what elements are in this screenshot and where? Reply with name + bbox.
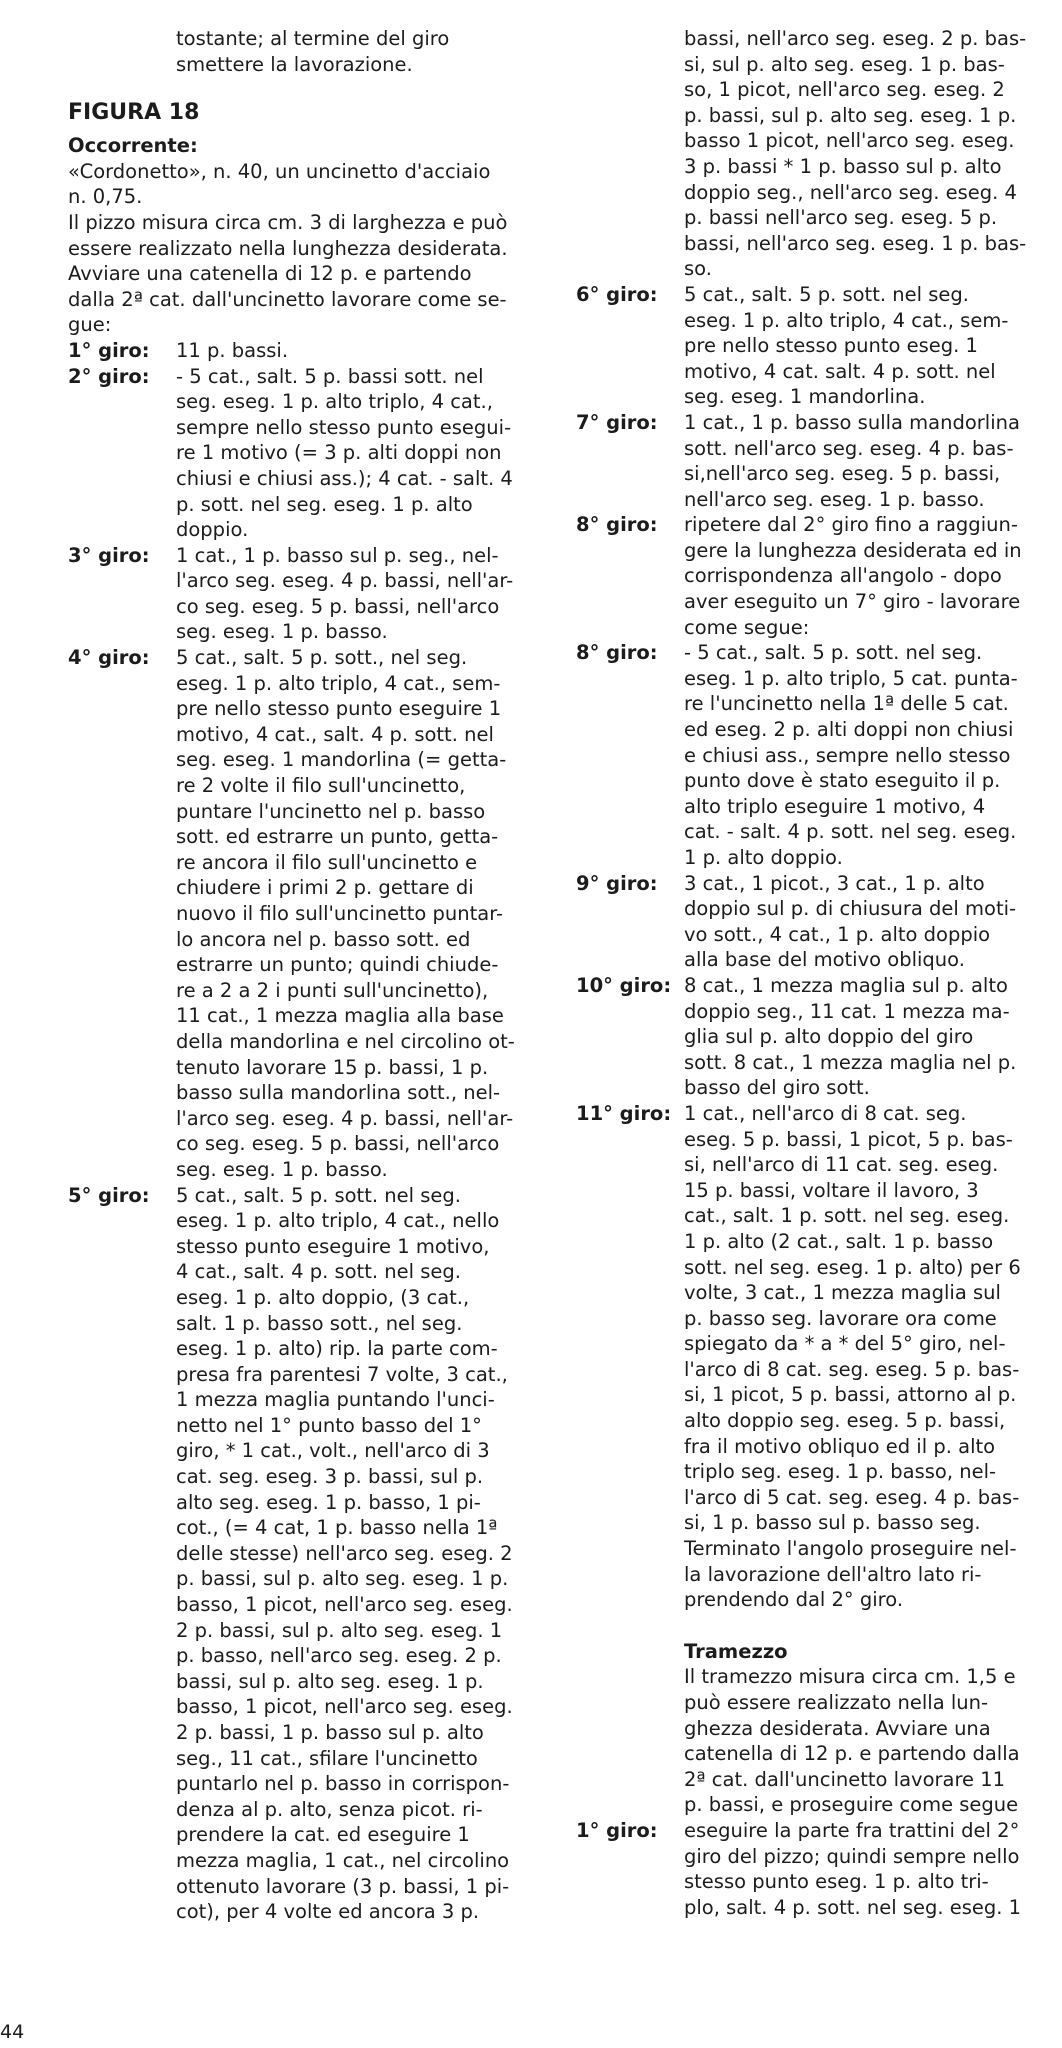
round-text: 11 p. bassi.	[176, 338, 289, 362]
round-text: 5 cat., salt. 5 p. sott. nel seg. eseg. 1 p. alto triplo, 4 cat., sem- pre nello stesso punto eseg. 1 motivo, 4 cat. salt. 4 p. sott. nel seg. eseg. 1 mandorlina.	[684, 282, 1009, 409]
round-label: 6° giro:	[576, 282, 658, 306]
round-row	[576, 640, 1034, 870]
round-label: 8° giro:	[576, 513, 658, 537]
round-label: 11° giro:	[576, 1101, 672, 1125]
round-label: 4° giro:	[68, 646, 150, 670]
page-number: 44	[0, 2021, 25, 2043]
round-text: 5 cat., salt. 5 p. sott. nel seg. eseg. 1 p. alto triplo, 4 cat., nello stesso punto eseguire 1 motivo, 4 cat., salt. 4 p. sott. nel seg. eseg. 1 p. alto doppio, (3 cat., salt. 1 p. basso sott., nel seg. eseg. 1 p. alto) rip. la parte com- presa fra parentesi 7 volte, 3 cat., 1 mezza maglia puntando l'unci- netto nel 1° punto basso del 1° giro, * 1 cat., volt., nell'arco di 3 cat. seg. eseg. 3 p. bassi, sul p. alto seg. eseg. 1 p. basso, 1 pi- cot., (= 4 cat, 1 p. basso nella 1ª delle stesse) nell'arco seg. eseg. 2 p. bassi, sul p. alto seg. eseg. 1 p. basso, 1 picot, nell'arco seg. eseg. 2 p. bassi, sul p. alto seg. eseg. 1 p. basso, nell'arco seg. eseg. 2 p. bassi, sul p. alto seg. eseg. 1 p. basso, 1 picot, nell'arco seg. eseg. 2 p. bassi, 1 p. basso sul p. alto seg., 11 cat., sfilare l'uncinetto puntarlo nel p. basso in corrispon- denza al p. alto, senza picot. ri- prendere la cat. ed eseguire 1 mezza maglia, 1 cat., nel circolino ottenuto lavorare (3 p. bassi, 1 pi- cot), per 4 volte ed ancora 3 p.	[176, 1183, 513, 1924]
round-row	[68, 645, 526, 1182]
round-text: 8 cat., 1 mezza maglia sul p. alto doppio seg., 11 cat. 1 mezza ma- glia sul p. alto doppio del giro sott. 8 cat., 1 mezza maglia nel p. basso del giro sott.	[684, 973, 1017, 1100]
round-row	[68, 338, 526, 364]
round-text: 1 cat., nell'arco di 8 cat. seg. eseg. 5 p. bassi, 1 picot, 5 p. bas- si, nell'arco di 11 cat. seg. eseg. 15 p. bassi, voltare il lavoro, 3 cat., salt. 1 p. sott. nel seg. eseg. 1 p. alto (2 cat., salt. 1 p. basso sott. nel seg. eseg. 1 p. alto) per 6 volte, 3 cat., 1 mezza maglia sul p. basso seg. lavorare ora come spiegato da * a * del 5° giro, nel- l'arco di 8 cat. seg. eseg. 5 p. bas- si, 1 picot, 5 p. bassi, attorno al p. alto doppio seg. eseg. 5 p. bassi, fra il motivo obliquo ed il p. alto triplo seg. eseg. 1 p. basso, nel- l'arco di 5 cat. seg. eseg. 4 p. bas- si, 1 p. basso sul p. basso seg. Terminato l'angolo proseguire nel- la lavorazione dell'altro lato ri- prendendo dal 2° giro.	[684, 1101, 1021, 1612]
figure-heading: FIGURA 18	[68, 100, 200, 126]
round-text: 1 cat., 1 p. basso sulla mandorlina sott. nell'arco seg. eseg. 4 p. bas- si,nell'arco seg. eseg. 5 p. bassi, nell'arco seg. eseg. 1 p. basso.	[684, 410, 1020, 511]
round-text: eseguire la parte fra trattini del 2° giro del pizzo; quindi sempre nello stesso punto eseg. 1 p. alto tri- plo, salt. 4 p. sott. nel seg. eseg. 1	[684, 1818, 1022, 1919]
continuation-text: bassi, nell'arco seg. eseg. 2 p. bas- si, sul p. alto seg. eseg. 1 p. bas- so, 1 picot, nell'arco seg. eseg. 2 p. bassi, sul p. alto seg. eseg. 1 p. basso 1 picot, nell'arco seg. eseg. 3 p. bassi * 1 p. basso sul p. alto doppio seg., nell'arco seg. eseg. 4 p. bassi nell'arco seg. eseg. 5 p. bassi, nell'arco seg. eseg. 1 p. bas- so.	[684, 27, 1027, 281]
round-label: 2° giro:	[68, 364, 150, 388]
round-row	[68, 364, 526, 543]
round-text: 5 cat., salt. 5 p. sott., nel seg. eseg. 1 p. alto triplo, 4 cat., sem- pre nello stesso punto eseguire 1 motivo, 4 cat., salt. 4 p. sott. nel seg. eseg. 1 mandorlina (= getta- re 2 volte il filo sull'uncinetto, puntare l'uncinetto nel p. basso sott. ed estrarre un punto, getta- re ancora il filo sull'uncinetto e chiudere i primi 2 p. gettare di nuovo il filo sull'uncinetto puntar- lo ancora nel p. basso sott. ed estrarre un punto; quindi chiude- re a 2 a 2 i punti sull'uncinetto), 11 cat., 1 mezza maglia alla base della mandorlina e nel circolino ot- tenuto lavorare 15 p. bassi, 1 p. basso sulla mandorlina sott., nel- l'arco seg. eseg. 4 p. bassi, nell'ar- co seg. eseg. 5 p. bassi, nell'arco seg. eseg. 1 p. basso.	[176, 646, 515, 1181]
round-row	[576, 871, 1034, 973]
round-label: 7° giro:	[576, 410, 658, 434]
round-row	[576, 1101, 1034, 1613]
round-row	[576, 1818, 1034, 1920]
left-column	[68, 0, 526, 1925]
round-text: - 5 cat., salt. 5 p. sott. nel seg. eseg. 1 p. alto triplo, 5 cat. punta- re l'uncinetto nella 1ª delle 5 cat. ed eseg. 2 p. alti doppi non chiusi e chiusi ass., sempre nello stesso punto dove è stato eseguito il p. alto triplo eseguire 1 motivo, 4 cat. - salt. 4 p. sott. nel seg. eseg. 1 p. alto doppio.	[684, 641, 1018, 869]
round-text: ripetere dal 2° giro fino a raggiun- gere la lunghezza desiderata ed in corrispondenza all'angolo - dopo aver eseguito un 7° giro - lavorare come segue:	[684, 513, 1022, 639]
round-text: 3 cat., 1 picot., 3 cat., 1 p. alto doppio sul p. di chiusura del moti- vo sott., 4 cat., 1 p. alto doppio alla base del motivo obliquo.	[684, 871, 1017, 972]
round-row	[576, 282, 1034, 410]
round-label: 9° giro:	[576, 871, 658, 895]
round-label: 1° giro:	[68, 338, 150, 362]
round-row	[68, 1183, 526, 1925]
round-row	[576, 512, 1034, 640]
round-label: 3° giro:	[68, 543, 150, 567]
round-label: 8° giro:	[576, 641, 658, 665]
round-label: 5° giro:	[68, 1183, 150, 1207]
tramezzo-intro: Il tramezzo misura circa cm. 1,5 e può essere realizzato nella lun- ghezza desiderata. Avviare una catenella di 12 p. e partendo dalla 2ª cat. dall'uncinetto lavorare 11 p. bassi, e proseguire come segue	[684, 1665, 1020, 1817]
right-column	[576, 0, 1034, 1920]
round-row	[68, 543, 526, 645]
round-row	[576, 410, 1034, 512]
materials-heading: Occorrente:	[68, 134, 198, 158]
round-text: 1 cat., 1 p. basso sul p. seg., nel- l'arco seg. eseg. 4 p. bassi, nell'ar- co seg. eseg. 5 p. bassi, nell'arco seg. eseg. 1 p. basso.	[176, 543, 514, 644]
materials-text: «Cordonetto», n. 40, un uncinetto d'acciaio n. 0,75. Il pizzo misura circa cm. 3 di larghezza e può essere realizzato nella lunghezza desiderata. Avviare una catenella di 12 p. e partendo dalla 2ª cat. dall'uncinetto lavorare come se- gue:	[68, 159, 508, 337]
round-label: 10° giro:	[576, 973, 672, 997]
round-text: - 5 cat., salt. 5 p. bassi sott. nel seg. eseg. 1 p. alto triplo, 4 cat., sempre nello stesso punto esegui- re 1 motivo (= 3 p. alti doppi non chiusi e chiusi ass.); 4 cat. - salt. 4 p. sott. nel seg. eseg. 1 p. alto doppio.	[176, 364, 513, 542]
tramezzo-heading: Tramezzo	[684, 1639, 788, 1663]
round-row	[576, 973, 1034, 1101]
intro-text: tostante; al termine del giro smettere la lavorazione.	[176, 27, 450, 76]
round-label: 1° giro:	[576, 1818, 658, 1842]
